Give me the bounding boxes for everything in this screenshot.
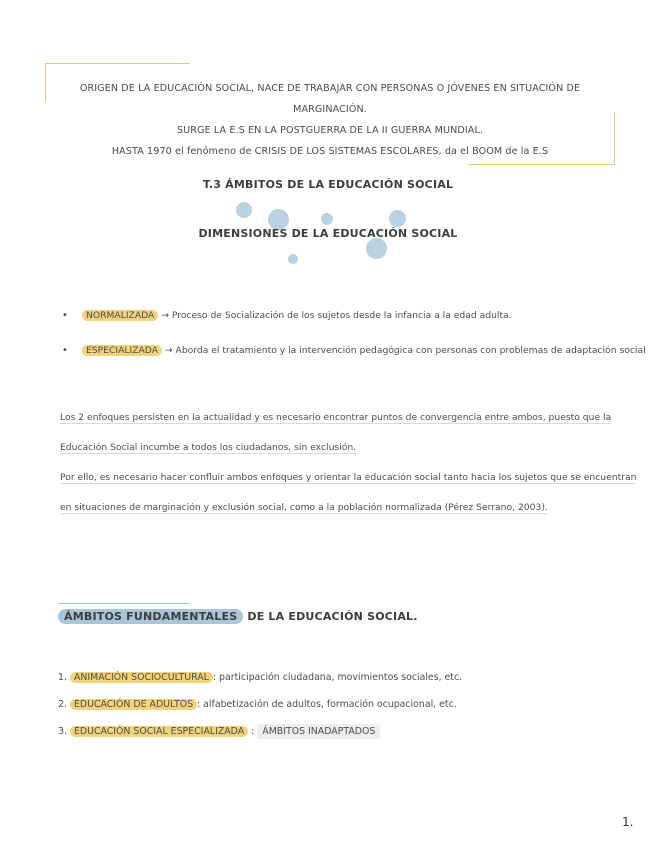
intro-line-3: HASTA 1970 el fenómeno de CRISIS DE LOS SISTEMAS ESCOLARES, da el BOOM de la E.S	[111, 146, 549, 157]
page-subtitle: DIMENSIONES DE LA EDUCACIÓN SOCIAL	[198, 227, 458, 240]
section-heading-rest: DE LA EDUCACIÓN SOCIAL.	[243, 610, 418, 623]
ambito-number: 1.	[58, 672, 67, 683]
bullet-icon: •	[62, 310, 68, 321]
ambito-number: 2.	[58, 699, 67, 710]
section-heading-highlight: ÁMBITOS FUNDAMENTALES	[58, 609, 243, 624]
frame-right	[614, 112, 615, 164]
ambito-tag: ÁMBITOS INADAPTADOS	[257, 724, 380, 739]
dimension-term: ESPECIALIZADA	[82, 345, 162, 356]
frame-top-left	[45, 63, 190, 64]
page-title: T.3 ÁMBITOS DE LA EDUCACIÓN SOCIAL	[202, 178, 454, 191]
decor-dot	[389, 210, 406, 227]
dimension-text: Aborda el tratamiento y la intervención pedagógica con personas con problemas de adaptación social	[175, 345, 646, 356]
dimension-text: Proceso de Socialización de los sujetos desde la infancia a la edad adulta.	[171, 310, 512, 321]
ambito-term: ANIMACIÓN SOCIOCULTURAL	[70, 672, 213, 683]
arrow-icon: →	[164, 345, 173, 356]
section-accent-line	[58, 603, 190, 604]
intro-block	[50, 78, 610, 162]
decor-dot	[366, 238, 387, 259]
ambito-text: : alfabetización de adultos, formación ocupacional, etc.	[197, 699, 457, 710]
frame-bottom-right	[468, 164, 615, 165]
paragraph-line-4: en situaciones de marginación y exclusión social, como a la población normalizada (Pérez Serrano, 2003).	[60, 502, 548, 513]
dimension-term: NORMALIZADA	[82, 310, 158, 321]
ambito-item	[58, 726, 380, 737]
decor-dot	[288, 254, 298, 264]
section-heading	[58, 610, 418, 623]
arrow-icon: →	[161, 310, 169, 321]
ambito-term: EDUCACIÓN DE ADULTOS	[70, 699, 197, 710]
ambito-item	[58, 672, 462, 683]
ambito-term: EDUCACIÓN SOCIAL ESPECIALIZADA	[70, 726, 248, 737]
paragraph-line-1: Los 2 enfoques persisten en la actualidad y es necesario encontrar puntos de convergencia entre ambos, puesto que la	[60, 412, 612, 423]
paragraph-line-3: Por ello, es necesario hacer confluir ambos enfoques y orientar la educación social tanto hacia los sujetos que se encuentran	[60, 472, 637, 483]
dimension-item	[62, 310, 512, 321]
decor-dot	[236, 202, 252, 218]
ambito-text: :	[248, 726, 255, 737]
intro-line-2: SURGE LA E.S EN LA POSTGUERRA DE LA II GUERRA MUNDIAL.	[176, 125, 484, 136]
intro-line-1: ORIGEN DE LA EDUCACIÓN SOCIAL, NACE DE TRABAJAR CON PERSONAS O JÓVENES EN SITUACIÓN DE MARGINACIÓN.	[79, 83, 581, 115]
page-number: 1.	[622, 815, 634, 829]
bullet-icon: •	[62, 345, 68, 356]
ambito-item	[58, 699, 457, 710]
decor-dot	[321, 213, 333, 225]
paragraph-line-2: Educación Social incumbe a todos los ciudadanos, sin exclusión.	[60, 442, 357, 453]
dimension-item	[62, 345, 646, 356]
ambito-number: 3.	[58, 726, 67, 737]
ambito-text: : participación ciudadana, movimientos sociales, etc.	[212, 672, 463, 683]
frame-left	[45, 63, 46, 103]
